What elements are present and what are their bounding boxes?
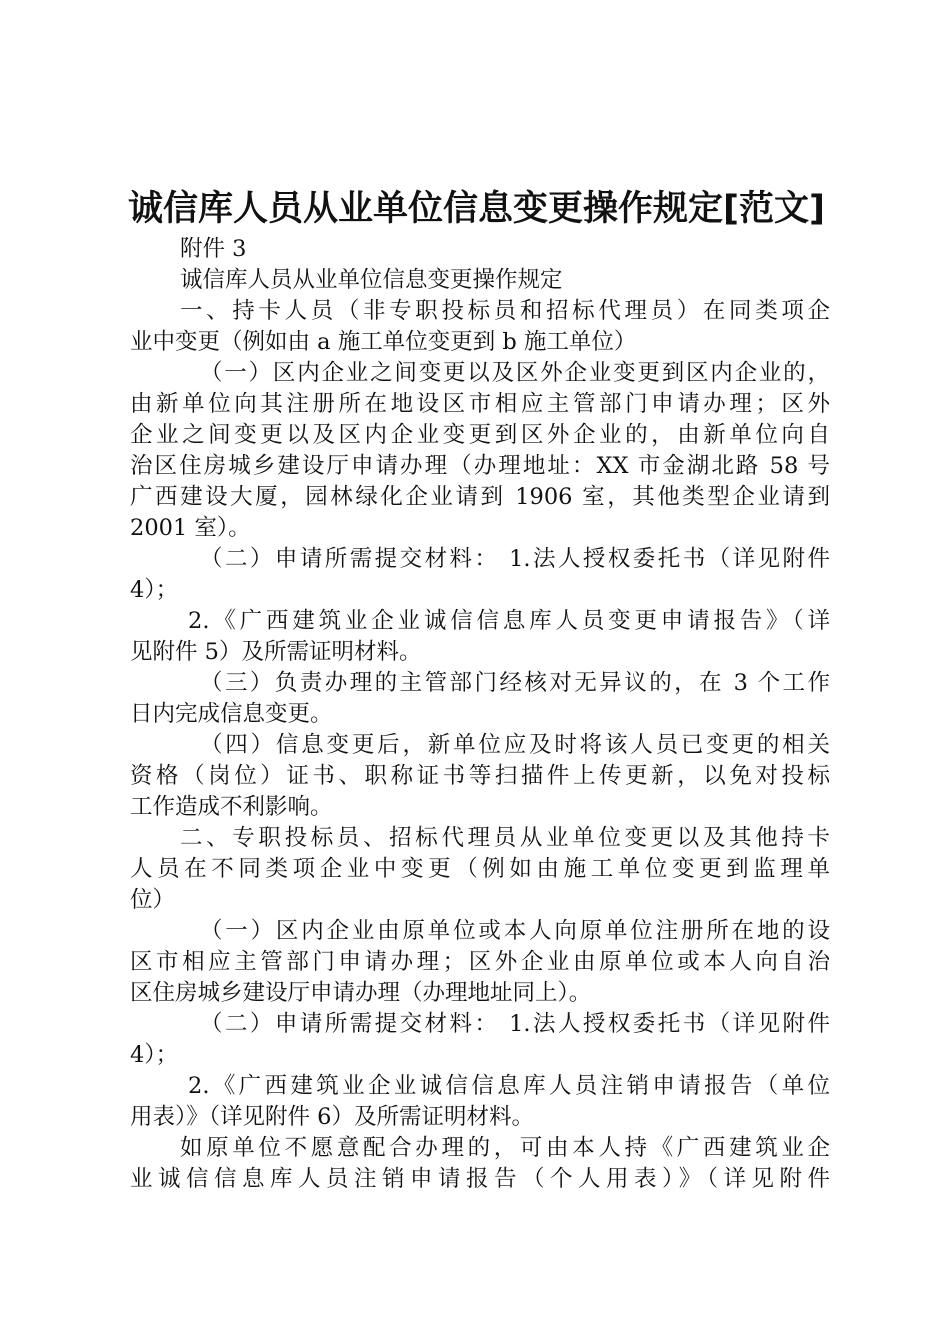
paragraph-line: 二、专职投标员、招标代理员从业单位变更以及其他持卡 <box>180 825 830 851</box>
paragraph-line: 4）； <box>130 1042 179 1068</box>
paragraph-line: 2.《广西建筑业企业诚信信息库人员注销申请报告（单位 <box>188 1073 830 1099</box>
paragraph-line: 治区住房城乡建设厅申请办理（办理地址：XX 市金湖北路 58 号 <box>130 453 830 479</box>
paragraph-line: 人员在不同类项企业中变更（例如由施工单位变更到监理单 <box>130 856 830 882</box>
paragraph-line: （一）区内企业之间变更以及区外企业变更到区内企业的， <box>200 360 830 386</box>
paragraph-line: 广西建设大厦，园林绿化企业请到 1906 室，其他类型企业请到 <box>130 484 830 510</box>
paragraph-line: 业中变更（例如由 a 施工单位变更到 b 施工单位） <box>130 329 637 355</box>
attachment-label: 附件 3 <box>180 236 247 262</box>
paragraph-line: 用表）》（详见附件 6）及所需证明材料。 <box>130 1104 534 1130</box>
paragraph-line: 资格（岗位）证书、职称证书等扫描件上传更新，以免对投标 <box>130 763 830 789</box>
paragraph-line: 业诚信信息库人员注销申请报告（个人用表）》（详见附件 <box>130 1166 830 1192</box>
paragraph-line: （二）申请所需提交材料： 1.法人授权委托书（详见附件 <box>200 546 830 572</box>
paragraph-line: 区住房城乡建设厅申请办理（办理地址同上）。 <box>130 980 592 1006</box>
paragraph-line: 如原单位不愿意配合办理的，可由本人持《广西建筑业企 <box>180 1135 830 1161</box>
paragraph-line: 见附件 5）及所需证明材料。 <box>130 639 422 665</box>
paragraph-line: （二）申请所需提交材料： 1.法人授权委托书（详见附件 <box>200 1011 830 1037</box>
paragraph-line: 2001 室）。 <box>130 515 251 541</box>
paragraph-line: （三）负责办理的主管部门经核对无异议的，在 3 个工作 <box>200 670 830 696</box>
paragraph-line: 工作造成不利影响。 <box>130 794 333 820</box>
paragraph-line: 由新单位向其注册所在地设区市相应主管部门申请办理；区外 <box>130 391 830 417</box>
document-title: 诚信库人员从业单位信息变更操作规定[范文] <box>128 189 825 229</box>
paragraph-line: 4）； <box>130 577 179 603</box>
paragraph-line: 位） <box>130 887 176 913</box>
paragraph-line: 一、持卡人员（非专职投标员和招标代理员）在同类项企 <box>180 298 830 324</box>
subtitle: 诚信库人员从业单位信息变更操作规定 <box>180 267 563 293</box>
paragraph-line: （四）信息变更后，新单位应及时将该人员已变更的相关 <box>200 732 830 758</box>
paragraph-line: 区市相应主管部门申请办理；区外企业由原单位或本人向自治 <box>130 949 830 975</box>
paragraph-line: 企业之间变更以及区内企业变更到区外企业的，由新单位向自 <box>130 422 830 448</box>
document-body <box>130 234 830 1195</box>
paragraph-line: 日内完成信息变更。 <box>130 701 333 727</box>
paragraph-line: 2.《广西建筑业企业诚信信息库人员变更申请报告》（详 <box>188 608 830 634</box>
paragraph-line: （一）区内企业由原单位或本人向原单位注册所在地的设 <box>200 918 830 944</box>
